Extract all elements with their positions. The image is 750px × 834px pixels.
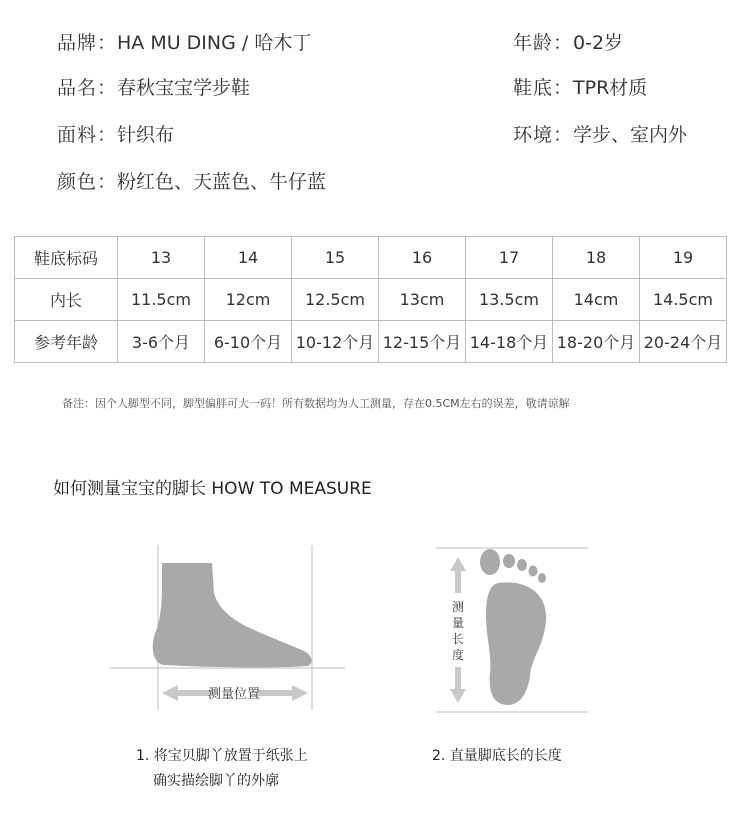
table-cell: 10-12个月 xyxy=(292,321,379,363)
size-note: 备注：因个人脚型不同，脚型偏胖可大一码！所有数据均为人工测量，存在0.5CM左右的误差，敬请谅解 xyxy=(62,397,570,410)
vertical-measure-arrow xyxy=(450,557,466,703)
table-cell: 12cm xyxy=(205,279,292,321)
spec-color xyxy=(57,167,326,194)
foot-side-icon xyxy=(153,563,312,667)
table-cell: 20-24个月 xyxy=(640,321,727,363)
table-row-inner-length xyxy=(15,279,727,321)
foot-sole-icon xyxy=(480,549,546,705)
table-cell: 16 xyxy=(379,237,466,279)
table-row-size-code xyxy=(15,237,727,279)
table-cell: 18-20个月 xyxy=(553,321,640,363)
spec-name-label: 品名： xyxy=(57,77,118,99)
spec-color-label: 颜色： xyxy=(57,171,118,193)
sole-illustration xyxy=(432,545,592,715)
spec-brand-label: 品牌： xyxy=(57,32,118,54)
spec-name xyxy=(57,73,250,100)
spec-fabric-label: 面料： xyxy=(57,124,118,146)
spec-age xyxy=(513,28,623,55)
table-cell: 15 xyxy=(292,237,379,279)
table-cell: 18 xyxy=(553,237,640,279)
spec-fabric xyxy=(57,120,174,147)
table-cell: 6-10个月 xyxy=(205,321,292,363)
spec-age-label: 年龄： xyxy=(513,32,574,54)
spec-name-value: 春秋宝宝学步鞋 xyxy=(117,77,251,99)
table-cell: 14-18个月 xyxy=(466,321,553,363)
row-header: 参考年龄 xyxy=(15,321,118,363)
table-cell: 14.5cm xyxy=(640,279,727,321)
vertical-label-char: 长 xyxy=(451,632,465,646)
vertical-label-char: 量 xyxy=(451,616,465,630)
table-row-age xyxy=(15,321,727,363)
table-cell: 14cm xyxy=(553,279,640,321)
table-cell: 13 xyxy=(118,237,205,279)
table-cell: 17 xyxy=(466,237,553,279)
spec-environment xyxy=(513,120,687,147)
spec-fabric-value: 针织布 xyxy=(117,124,175,146)
measure-title: 如何测量宝宝的脚长 HOW TO MEASURE xyxy=(53,479,372,499)
spec-age-value: 0-2岁 xyxy=(573,32,624,54)
table-cell: 19 xyxy=(640,237,727,279)
spec-sole-label: 鞋底： xyxy=(513,77,574,99)
spec-env-value: 学步、室内外 xyxy=(573,124,688,146)
table-cell: 11.5cm xyxy=(118,279,205,321)
table-cell: 12.5cm xyxy=(292,279,379,321)
table-cell: 13cm xyxy=(379,279,466,321)
spec-brand-value: HA MU DING / 哈木丁 xyxy=(117,32,312,54)
size-table xyxy=(14,236,727,363)
measure-position-label: 测量位置 xyxy=(207,687,261,702)
spec-env-label: 环境： xyxy=(513,124,574,146)
table-cell: 12-15个月 xyxy=(379,321,466,363)
spec-brand xyxy=(57,28,311,55)
side-foot-illustration xyxy=(100,545,350,715)
spec-sole xyxy=(513,73,647,100)
step-2: 2. 直量脚底长的长度 xyxy=(432,748,562,764)
vertical-label-char: 度 xyxy=(451,648,465,662)
step-1-line-2: 确实描绘脚丫的外廓 xyxy=(153,773,279,789)
row-header: 内长 xyxy=(15,279,118,321)
table-cell: 13.5cm xyxy=(466,279,553,321)
table-cell: 3-6个月 xyxy=(118,321,205,363)
vertical-label-char: 测 xyxy=(451,600,465,614)
spec-color-value: 粉红色、天蓝色、牛仔蓝 xyxy=(117,171,327,193)
step-1-line-1: 1. 将宝贝脚丫放置于纸张上 xyxy=(136,748,308,764)
table-cell: 14 xyxy=(205,237,292,279)
spec-sole-value: TPR材质 xyxy=(573,77,648,99)
row-header: 鞋底标码 xyxy=(15,237,118,279)
